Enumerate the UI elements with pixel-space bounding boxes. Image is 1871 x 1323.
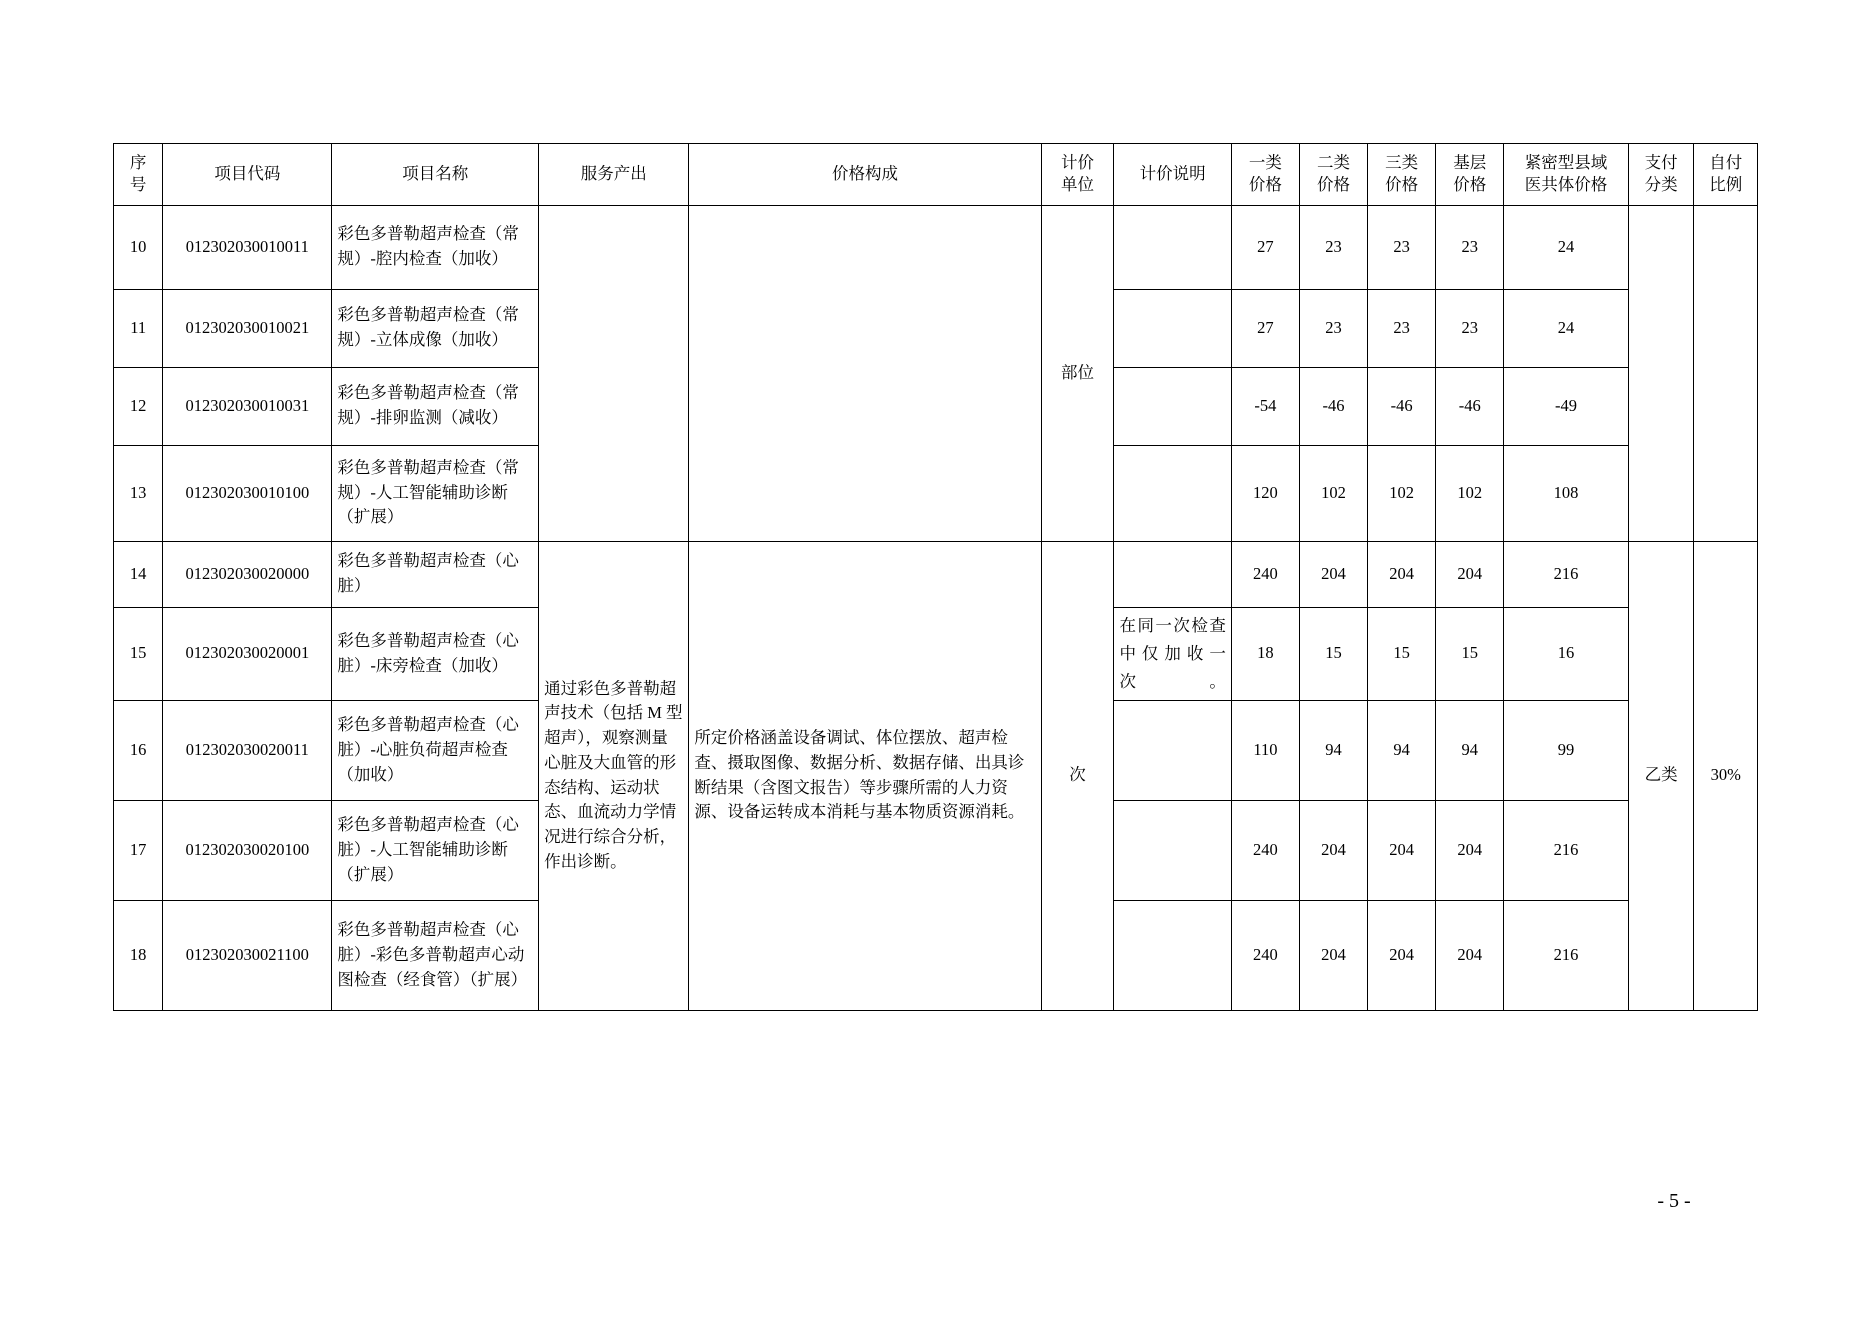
cell-price1: 240 — [1231, 900, 1299, 1010]
page-number: - 5 - — [1657, 1190, 1691, 1212]
header-pay-class-line2: 分类 — [1644, 175, 1678, 195]
header-composition: 价格构成 — [689, 144, 1041, 206]
header-name: 项目名称 — [332, 144, 539, 206]
header-self-ratio-line2: 比例 — [1709, 175, 1743, 195]
cell-code: 012302030020011 — [163, 700, 332, 800]
header-code: 项目代码 — [163, 144, 332, 206]
cell-pay-class-group2: 乙类 — [1628, 541, 1694, 1010]
header-price-county-line2: 医共体价格 — [1524, 175, 1608, 195]
cell-price-base: 204 — [1436, 541, 1504, 607]
cell-seq: 10 — [114, 205, 163, 289]
cell-price-county: 216 — [1504, 900, 1628, 1010]
header-unit-line2: 单位 — [1061, 175, 1095, 195]
cell-price2: 204 — [1299, 541, 1367, 607]
cell-price-composition-group1 — [689, 205, 1041, 541]
cell-seq: 12 — [114, 367, 163, 445]
cell-name: 彩色多普勒超声检查（心脏）-心脏负荷超声检查（加收） — [332, 700, 539, 800]
cell-price1: 27 — [1231, 289, 1299, 367]
cell-price-base: 204 — [1436, 900, 1504, 1010]
cell-price1: 18 — [1231, 607, 1299, 700]
cell-price2: -46 — [1299, 367, 1367, 445]
header-self-ratio — [1694, 144, 1758, 206]
header-price1-line2: 价格 — [1248, 175, 1282, 195]
header-price1-line1: 一类 — [1248, 153, 1282, 172]
cell-seq: 13 — [114, 445, 163, 541]
cell-code: 012302030010021 — [163, 289, 332, 367]
header-price-county-line1: 紧密型县域 — [1524, 153, 1608, 172]
cell-name: 彩色多普勒超声检查（心脏）-彩色多普勒超声心动图检查（经食管）（扩展） — [332, 900, 539, 1010]
cell-name: 彩色多普勒超声检查（心脏） — [332, 541, 539, 607]
cell-self-ratio-group1 — [1694, 205, 1758, 541]
cell-code: 012302030020100 — [163, 800, 332, 900]
cell-price2: 23 — [1299, 205, 1367, 289]
cell-price2: 94 — [1299, 700, 1367, 800]
table-row — [114, 541, 1758, 607]
header-price2 — [1299, 144, 1367, 206]
header-price-base-line1: 基层 — [1453, 153, 1487, 172]
cell-price3: -46 — [1368, 367, 1436, 445]
cell-price3: 15 — [1368, 607, 1436, 700]
cell-note — [1114, 541, 1231, 607]
cell-name: 彩色多普勒超声检查（心脏）-人工智能辅助诊断（扩展） — [332, 800, 539, 900]
cell-price-base: -46 — [1436, 367, 1504, 445]
cell-price-base: 23 — [1436, 205, 1504, 289]
cell-seq: 17 — [114, 800, 163, 900]
header-pay-class-line1: 支付 — [1644, 153, 1678, 172]
cell-price-county: 16 — [1504, 607, 1628, 700]
cell-price-county: -49 — [1504, 367, 1628, 445]
cell-code: 012302030010011 — [163, 205, 332, 289]
header-price-county — [1504, 144, 1628, 206]
cell-price2: 204 — [1299, 900, 1367, 1010]
cell-price2: 23 — [1299, 289, 1367, 367]
header-price-base — [1436, 144, 1504, 206]
cell-price3: 23 — [1368, 205, 1436, 289]
cell-price2: 15 — [1299, 607, 1367, 700]
header-price2-line1: 二类 — [1317, 153, 1351, 172]
cell-price-county: 216 — [1504, 800, 1628, 900]
header-price3 — [1368, 144, 1436, 206]
header-price2-line2: 价格 — [1317, 175, 1351, 195]
cell-name: 彩色多普勒超声检查（常规）-排卵监测（减收） — [332, 367, 539, 445]
cell-price-base: 204 — [1436, 800, 1504, 900]
header-seq-line2: 号 — [129, 175, 147, 195]
cell-price3: 23 — [1368, 289, 1436, 367]
header-price-base-line2: 价格 — [1453, 175, 1487, 195]
header-service: 服务产出 — [539, 144, 689, 206]
cell-price-base: 15 — [1436, 607, 1504, 700]
cell-name: 彩色多普勒超声检查（心脏）-床旁检查（加收） — [332, 607, 539, 700]
cell-pay-class-group1 — [1628, 205, 1694, 541]
cell-service-output-group2: 通过彩色多普勒超声技术（包括 M 型超声），观察测量心脏及大血管的形态结构、运动状态、血流动力学情况进行综合分析，作出诊断。 — [539, 541, 689, 1010]
cell-name: 彩色多普勒超声检查（常规）-立体成像（加收） — [332, 289, 539, 367]
cell-price-county: 24 — [1504, 205, 1628, 289]
header-seq — [114, 144, 163, 206]
price-table — [113, 143, 1758, 1011]
cell-note — [1114, 700, 1231, 800]
cell-price3: 94 — [1368, 700, 1436, 800]
cell-price3: 102 — [1368, 445, 1436, 541]
cell-price1: 120 — [1231, 445, 1299, 541]
cell-price-base: 94 — [1436, 700, 1504, 800]
cell-unit-bottom: 次 — [1041, 541, 1114, 1010]
cell-price1: 110 — [1231, 700, 1299, 800]
header-unit — [1041, 144, 1114, 206]
cell-unit-top: 部位 — [1041, 205, 1114, 541]
header-pay-class — [1628, 144, 1694, 206]
cell-price3: 204 — [1368, 541, 1436, 607]
header-note: 计价说明 — [1114, 144, 1231, 206]
header-self-ratio-line1: 自付 — [1709, 153, 1743, 172]
cell-price1: 27 — [1231, 205, 1299, 289]
cell-price-county: 216 — [1504, 541, 1628, 607]
cell-seq: 14 — [114, 541, 163, 607]
cell-seq: 15 — [114, 607, 163, 700]
cell-note: 在同一次检查中仅加收一次。 — [1114, 607, 1231, 700]
table-row — [114, 205, 1758, 289]
header-price3-line1: 三类 — [1385, 153, 1419, 172]
cell-name: 彩色多普勒超声检查（常规）-人工智能辅助诊断（扩展） — [332, 445, 539, 541]
cell-note — [1114, 800, 1231, 900]
cell-price1: 240 — [1231, 541, 1299, 607]
cell-note — [1114, 367, 1231, 445]
cell-code: 012302030010031 — [163, 367, 332, 445]
cell-price3: 204 — [1368, 900, 1436, 1010]
cell-code: 012302030021100 — [163, 900, 332, 1010]
cell-seq: 11 — [114, 289, 163, 367]
cell-price-county: 108 — [1504, 445, 1628, 541]
cell-code: 012302030010100 — [163, 445, 332, 541]
cell-name: 彩色多普勒超声检查（常规）-腔内检查（加收） — [332, 205, 539, 289]
cell-price-composition-group2: 所定价格涵盖设备调试、体位摆放、超声检查、摄取图像、数据分析、数据存储、出具诊断结果（含图文报告）等步骤所需的人力资源、设备运转成本消耗与基本物质资源消耗。 — [689, 541, 1041, 1010]
cell-seq: 18 — [114, 900, 163, 1010]
cell-service-output-group1 — [539, 205, 689, 541]
cell-note — [1114, 900, 1231, 1010]
cell-code: 012302030020001 — [163, 607, 332, 700]
table-header-row — [114, 144, 1758, 206]
cell-price2: 204 — [1299, 800, 1367, 900]
cell-note — [1114, 445, 1231, 541]
cell-price1: -54 — [1231, 367, 1299, 445]
cell-price2: 102 — [1299, 445, 1367, 541]
cell-note — [1114, 205, 1231, 289]
cell-note — [1114, 289, 1231, 367]
cell-seq: 16 — [114, 700, 163, 800]
cell-price-base: 23 — [1436, 289, 1504, 367]
header-price1 — [1231, 144, 1299, 206]
cell-price-county: 24 — [1504, 289, 1628, 367]
cell-price-county: 99 — [1504, 700, 1628, 800]
header-seq-line1: 序 — [129, 153, 147, 172]
header-unit-line1: 计价 — [1061, 153, 1095, 172]
header-price3-line2: 价格 — [1385, 175, 1419, 195]
cell-code: 012302030020000 — [163, 541, 332, 607]
cell-price3: 204 — [1368, 800, 1436, 900]
cell-price1: 240 — [1231, 800, 1299, 900]
cell-self-ratio-group2: 30% — [1694, 541, 1758, 1010]
cell-price-base: 102 — [1436, 445, 1504, 541]
